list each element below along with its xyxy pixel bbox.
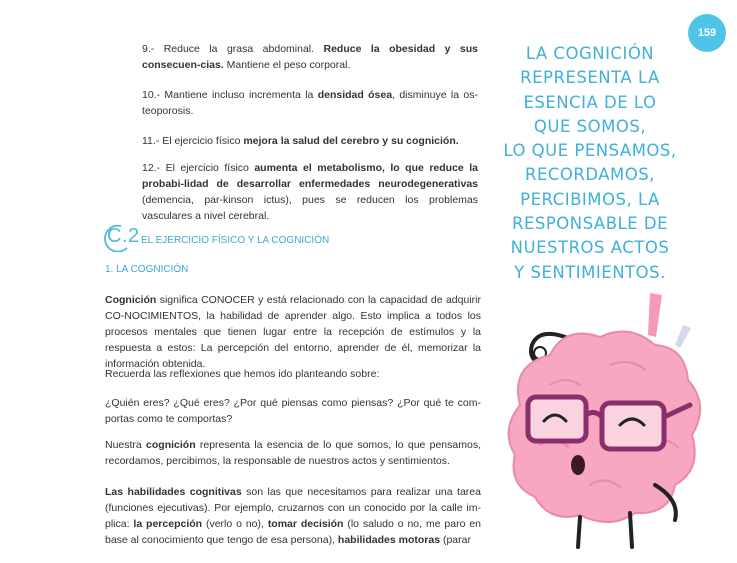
text-run: son las que necesitamos para realizar una tarea (funciones ejecutivas). Por ejemplo, cruzarnos con un conocido por la calle im-plica:: [105, 486, 481, 530]
text-run: Nuestra: [105, 439, 147, 451]
quote-line: Y SENTIMIENTOS.: [514, 262, 666, 282]
bold-run: habilidades motoras: [337, 534, 441, 546]
quote-line: PERCIBIMOS, LA: [520, 189, 660, 209]
highlight-quote: [498, 42, 682, 285]
thinking-brain-illustration: [480, 285, 730, 560]
bold-run: la percepción: [133, 518, 203, 530]
quote-line: QUE SOMOS,: [533, 116, 647, 136]
list-item-12: [142, 160, 478, 224]
body-paragraph-1: [105, 292, 481, 372]
body-paragraph-5: [105, 484, 481, 548]
quote-line: REPRESENTA LA: [520, 68, 660, 88]
body-paragraph-3: [105, 395, 481, 427]
body-paragraph-2: [105, 366, 481, 382]
text-run: 10.- Mantiene incluso incrementa la: [142, 89, 318, 101]
list-item-10: [142, 87, 478, 119]
text-run: (verlo o no),: [202, 518, 268, 530]
section-badge: [101, 224, 140, 250]
page-number-badge: [688, 14, 726, 52]
bold-run: Reduce la obesidad y sus consecuen-cias.: [142, 43, 478, 71]
quote-line: ESENCIA DE LO: [523, 92, 657, 112]
text-run: ¿Quién eres? ¿Qué eres? ¿Por qué piensas como piensas? ¿Por qué te com-portas como te comportas?: [105, 397, 481, 425]
bold-run: Las habilidades cognitivas: [105, 486, 242, 498]
text-run: (demencia, par-kinson ictus), pues se reducen los problemas vasculares a nivel cerebral.: [142, 194, 478, 222]
text-run: 12.- El ejercicio físico: [142, 162, 255, 174]
body-paragraph-4: [105, 437, 481, 469]
quote-line: NUESTROS ACTOS: [510, 238, 670, 258]
text-run: , disminuye la os-teoporosis.: [142, 89, 479, 117]
quote-line: LA COGNICIÓN: [525, 44, 655, 63]
text-run: Mantiene el peso corporal.: [223, 59, 351, 71]
text-run: significa CONOCER y está relacionado con la capacidad de adquirir CO-NOCIMIENTOS, la habilidad de aprender algo. Esto implica a todos los procesos mentales que tienen lugar entre la recepción de estímulos y la respuesta a estos: La percepción del entorno, aprender de él, memorizar la información obtenida.: [105, 294, 481, 370]
section-title: EL EJERCICIO FÍSICO Y LA COGNICIÓN: [141, 234, 330, 246]
text-run: representa la esencia de lo que somos, lo que pensamos, recordamos, percibimos, la responsable de nuestros actos y sentimientos.: [105, 439, 481, 467]
section-heading: [101, 224, 329, 250]
quote-line: LO QUE PENSAMOS,: [503, 141, 677, 161]
text-run: Recuerda las reflexiones que hemos ido planteando sobre:: [105, 368, 380, 380]
page-number: 159: [697, 27, 717, 39]
subsection-title: 1. LA COGNICIÓN: [105, 264, 189, 275]
quote-line: RECORDAMOS,: [524, 165, 655, 185]
text-run: 11.- El ejercicio físico: [142, 135, 244, 147]
bold-run: cognición: [146, 439, 196, 451]
text-run: 9.- Reduce la grasa abdominal.: [142, 43, 324, 55]
bold-run: Cognición: [105, 294, 157, 306]
list-item-9: [142, 41, 478, 73]
bold-run: densidad ósea: [317, 89, 393, 101]
bold-run: mejora la salud del cerebro y su cognición.: [243, 135, 459, 147]
section-badge-label: C.2: [107, 225, 140, 247]
bold-run: tomar decisión: [267, 518, 344, 530]
text-run: (lo saludo o no, me paro en base al conocimiento que tengo de esa persona),: [105, 518, 481, 546]
bold-run: aumenta el metabolismo, lo que reduce la probabi-lidad de desarrollar enfermedades neurodegenerativas: [142, 162, 478, 190]
quote-line: RESPONSABLE DE: [511, 214, 669, 234]
list-item-11: [142, 133, 478, 149]
text-run: (parar: [440, 534, 471, 546]
